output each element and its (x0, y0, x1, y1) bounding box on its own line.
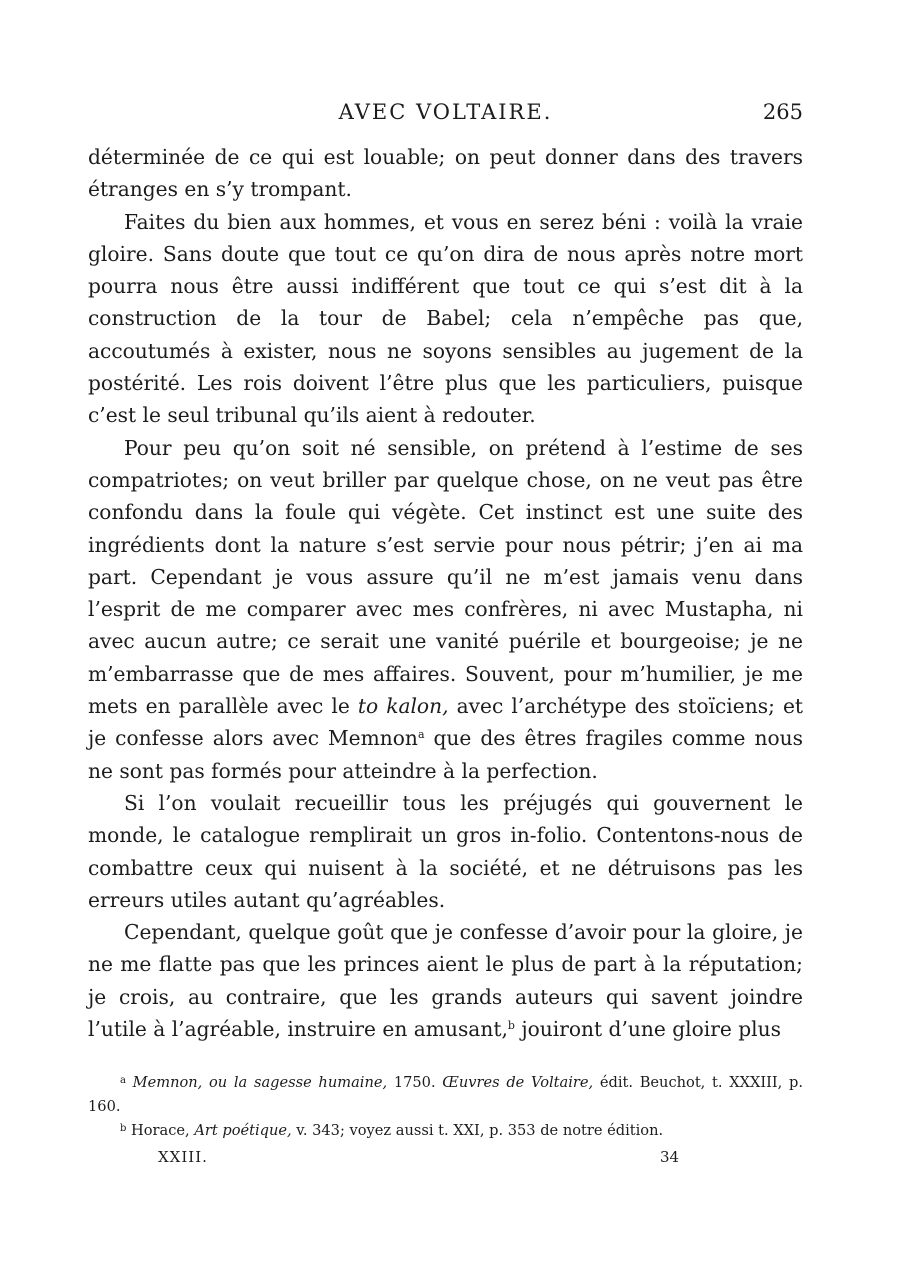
paragraph-3-text-1: Pour peu qu’on soit né sensible, on prétend à l’estime de ses compatriotes; on veut briller par quelque chose, on ne veut pas être confondu dans la foule qui végète. Cet instinct est une suite des ingrédients dont la nature s’est servie pour nous pétrir; j’en ai ma part. Cependant je vous assure qu’il ne m’est jamais venu dans l’esprit de me comparer avec mes confrères, ni avec Mustapha, ni avec aucun autre; ce serait une vanité puérile et bourgeoise; je ne m’embarrasse que de mes affaires. Souvent, pour m’humilier, je me mets en parallèle avec le (88, 435, 803, 719)
paragraph-5-text-2: jouiront d’une gloire plus (514, 1017, 781, 1042)
footnote-a-work: Œuvres de Voltaire, (442, 1074, 594, 1091)
footnote-b (88, 1119, 803, 1143)
footnote-b-work: Art poétique, (194, 1122, 292, 1139)
paragraph-5-text-1: Cependant, quelque goût que je confesse d’avoir pour la gloire, je ne me flatte pas que les princes aient le plus de part à la réputation; je crois, au contraire, que les grands auteurs qui savent joindre l’utile à l’agréable, instruire en amusant, (88, 920, 803, 1042)
body-text (88, 141, 803, 1045)
sheet-number: 34 (660, 1148, 680, 1166)
footnote-b-rest: v. 343; voyez aussi t. XXI, p. 353 de notre édition. (291, 1122, 664, 1139)
footnote-a-rest: édit. Beuchot, t. XXXIII, p. 160. (88, 1074, 803, 1115)
paragraph-2: Faites du bien aux hommes, et vous en serez béni : voilà la vraie gloire. Sans doute que tout ce qu’on dira de nous après notre mort pourra nous être aussi indifférent que tout ce qui s’est dit à la construction de la tour de Babel; cela n’empêche pas que, accoutumés à exister, nous ne soyons sensibles au jugement de la postérité. Les rois doivent l’être plus que les particuliers, puisque c’est le seul tribunal qu’ils aient à redouter. (88, 209, 803, 428)
paragraph-3 (88, 432, 803, 787)
footnote-ref-a: a (417, 728, 425, 742)
footnote-ref-b: b (507, 1019, 515, 1033)
paragraph-3-text-2: avec l’archétype des stoïciens; et je confesse alors avec Memnon (88, 694, 803, 751)
footnote-a-mark: a (120, 1075, 126, 1086)
footnotes (88, 1071, 803, 1143)
footnote-b-mark: b (120, 1123, 127, 1134)
footnote-a-year: 1750. (387, 1074, 443, 1091)
paragraph-3-text-3: que des êtres fragiles comme nous ne sont pas formés pour atteindre à la perfection. (88, 726, 803, 783)
footnote-a (88, 1071, 803, 1119)
footnote-a-title: Memnon, ou la sagesse humaine, (132, 1074, 388, 1091)
italic-phrase: to kalon, (357, 694, 449, 719)
running-title: AVEC VOLTAIRE. (338, 100, 553, 124)
page-number: 265 (762, 100, 803, 124)
paragraph-1: déterminée de ce qui est louable; on peut donner dans des travers étranges en s’y trompant. (88, 145, 803, 202)
paragraph-4: Si l’on voulait recueillir tous les préjugés qui gouvernent le monde, le catalogue remplirait un gros in-folio. Contentons-nous de combattre ceux qui nuisent à la société, et ne détruisons pas les erreurs utiles autant qu’agréables. (88, 790, 803, 912)
page-header (88, 98, 803, 130)
paragraph-5 (88, 916, 803, 1045)
footnote-b-author: Horace, (126, 1122, 195, 1139)
signature-mark: XXIII. (158, 1148, 208, 1166)
